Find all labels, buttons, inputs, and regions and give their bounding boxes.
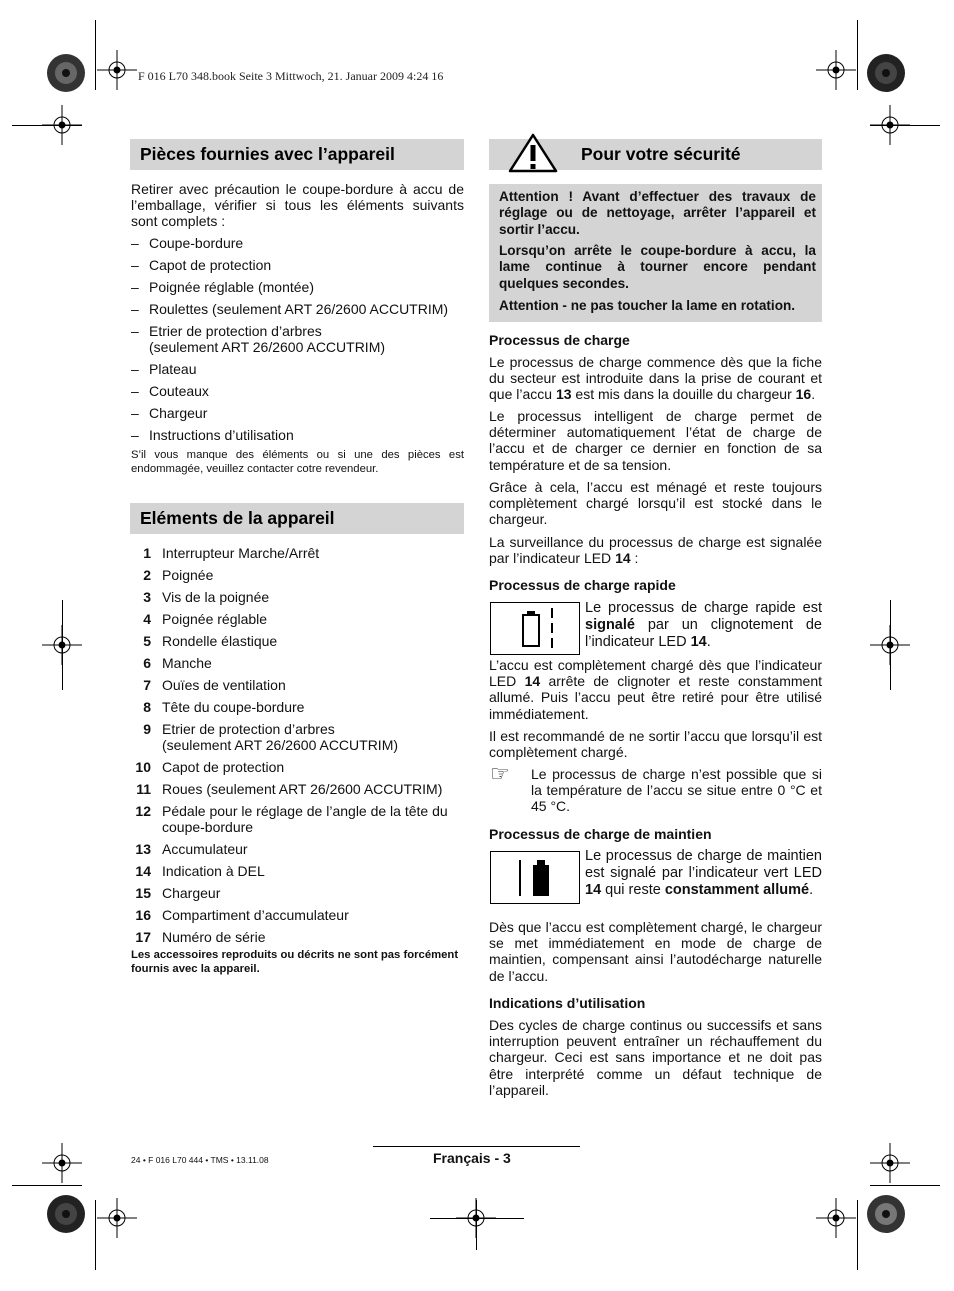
temperature-note: Le processus de charge n’est possible que si la température de l’accu se situe entre 0 °C et 45 °C.	[531, 766, 822, 815]
element-number: 12	[135, 803, 151, 819]
supplied-item: – Instructions d’utilisation	[131, 427, 466, 443]
element-number: 3	[143, 589, 151, 605]
element-number: 4	[143, 611, 151, 627]
rapid-paragraph-3: Il est recommandé de ne sortir l’accu que lorsqu’il est complètement chargé.	[489, 728, 822, 761]
element-number: 9	[143, 721, 151, 737]
usage-heading: Indications d’utilisation	[489, 995, 646, 1011]
element-label: Etrier de protection d’arbres (seulement ART 26/2600 ACCUTRIM)	[162, 721, 399, 753]
element-item	[131, 841, 466, 857]
supplied-item: – Capot de protection	[131, 257, 466, 273]
element-label: Indication à DEL	[162, 863, 265, 879]
section-safety-title-bar	[489, 139, 822, 170]
pointing-hand-icon: ☞	[490, 762, 510, 787]
charge-paragraph-4: La surveillance du processus de charge est signalée par l’indicateur LED 14 :	[489, 534, 822, 567]
warning-triangle-icon	[507, 132, 559, 174]
element-number: 8	[143, 699, 151, 715]
element-item	[131, 781, 466, 797]
supplied-items-list	[131, 235, 466, 449]
blinking-led-icon-box	[490, 602, 580, 655]
usage-paragraph: Des cycles de charge continus ou successifs et sans interruption peuvent entraîner un réchauffement du chargeur. Ceci est sans importance et ne doit pas être interprété comme un défaut technique de l’appareil.	[489, 1017, 822, 1098]
element-item	[131, 677, 466, 693]
maintenance-heading: Processus de charge de maintien	[489, 826, 712, 842]
print-header: F 016 L70 348.book Seite 3 Mittwoch, 21. Januar 2009 4:24 16	[138, 69, 444, 83]
element-label: Numéro de série	[162, 929, 266, 945]
element-item	[131, 721, 466, 753]
element-item	[131, 611, 466, 627]
supplied-item: – Roulettes (seulement ART 26/2600 ACCUTRIM)	[131, 301, 466, 317]
supplied-item: – Etrier de protection d’arbres (seulement ART 26/2600 ACCUTRIM)	[131, 323, 466, 355]
element-item	[131, 589, 466, 605]
element-label: Rondelle élastique	[162, 633, 278, 649]
section-supplied-title-bar	[130, 139, 464, 170]
element-number: 17	[135, 929, 151, 945]
element-label: Vis de la poignée	[162, 589, 270, 605]
element-number: 10	[135, 759, 151, 775]
battery-full-icon	[491, 852, 579, 903]
charge-paragraph-3: Grâce à cela, l’accu est ménagé et reste toujours complètement chargé lorsqu’il est stocké dans le chargeur.	[489, 479, 822, 528]
element-label: Ouïes de ventilation	[162, 677, 286, 693]
element-number: 5	[143, 633, 151, 649]
element-number: 13	[135, 841, 151, 857]
element-item	[131, 929, 466, 945]
rapid-paragraph-1: Le processus de charge rapide est signalé par un clignotement de l’indicateur LED 14.	[585, 600, 822, 650]
element-label: Capot de protection	[162, 759, 285, 775]
section-safety-title: Pour votre sécurité	[581, 144, 741, 164]
supplied-item: – Coupe-bordure	[131, 235, 466, 251]
element-number: 7	[143, 677, 151, 693]
section-elements-title-bar	[130, 503, 464, 534]
battery-blinking-icon	[491, 603, 579, 654]
rapid-paragraph-2: L’accu est complètement chargé dès que l’indicateur LED 14 arrête de clignoter et reste constamment allumé. Puis l’accu peut être retiré pour être utilisé immédiatement.	[489, 657, 822, 722]
element-item	[131, 863, 466, 879]
warning-3: Attention - ne pas toucher la lame en rotation.	[499, 298, 796, 313]
charge-paragraph-1: Le processus de charge commence dès que la fiche du secteur est introduite dans la prise de courant et que l’accu 13 est mis dans la douille du chargeur 16.	[489, 354, 822, 403]
element-number: 6	[143, 655, 151, 671]
element-number: 16	[135, 907, 151, 923]
footer-rule	[373, 1146, 580, 1147]
element-item	[131, 759, 466, 775]
element-label: Chargeur	[162, 885, 221, 901]
page-number: Français - 3	[433, 1150, 511, 1166]
element-label: Poignée réglable	[162, 611, 268, 627]
supplied-intro: Retirer avec précaution le coupe-bordure à accu de l’emballage, vérifier si tous les éléments suivants sont complets :	[131, 181, 464, 230]
element-item	[131, 633, 466, 649]
element-label: Poignée	[162, 567, 214, 583]
warning-1: Attention ! Avant d’effectuer des travaux de réglage ou de nettoyage, arrêter l’appareil et sortir l’accu.	[499, 189, 816, 237]
element-label: Manche	[162, 655, 212, 671]
section-supplied-title: Pièces fournies avec l’appareil	[140, 144, 395, 164]
maintenance-paragraph-2: Dès que l’accu est complètement chargé, le chargeur se met immédiatement en mode de charge de maintien, compensant ainsi l’autodécharge naturelle de l’accu.	[489, 919, 822, 984]
supplied-item: – Chargeur	[131, 405, 466, 421]
element-label: Compartiment d’accumulateur	[162, 907, 349, 923]
charge-paragraph-2: Le processus intelligent de charge permet de déterminer automatiquement l’état de charge de l’accu et de charger ce dernier en fonction de sa température et de sa tension.	[489, 408, 822, 473]
element-number: 1	[143, 545, 151, 561]
supplied-item: – Plateau	[131, 361, 466, 377]
heading-charge	[489, 332, 822, 348]
element-item	[131, 655, 466, 671]
elements-note: Les accessoires reproduits ou décrits ne sont pas forcément fournis avec la appareil.	[131, 949, 459, 975]
supplied-item: – Couteaux	[131, 383, 466, 399]
element-label: Tête du coupe-bordure	[162, 699, 305, 715]
element-item	[131, 803, 466, 835]
supplied-item: – Poignée réglable (montée)	[131, 279, 466, 295]
element-item	[131, 885, 466, 901]
footer-code: 24 • F 016 L70 444 • TMS • 13.11.08	[131, 1155, 269, 1165]
supplied-note: S’il vous manque des éléments ou si une des pièces est endommagée, veuillez contacter cotre revendeur.	[131, 449, 464, 475]
maintenance-paragraph-1: Le processus de charge de maintien est signalé par l’indicateur vert LED 14 qui reste constamment allumé.	[585, 848, 822, 898]
element-item	[131, 545, 466, 561]
element-label: Roues (seulement ART 26/2600 ACCUTRIM)	[162, 781, 443, 797]
rapid-heading: Processus de charge rapide	[489, 577, 676, 593]
charge-heading: Processus de charge	[489, 332, 630, 348]
element-number: 15	[135, 885, 151, 901]
element-label: Interrupteur Marche/Arrêt	[162, 545, 320, 561]
warning-2: Lorsqu’on arrête le coupe-bordure à accu, la lame continue à tourner encore pendant quelques secondes.	[499, 243, 816, 291]
element-number: 11	[136, 781, 151, 797]
element-item	[131, 699, 466, 715]
safety-warning-box	[489, 184, 822, 322]
section-elements-title: Eléments de la appareil	[140, 508, 335, 528]
element-item	[131, 567, 466, 583]
elements-list	[131, 545, 466, 951]
steady-led-icon-box	[490, 851, 580, 904]
element-number: 14	[135, 863, 151, 879]
element-number: 2	[143, 567, 151, 583]
element-label: Accumulateur	[162, 841, 248, 857]
element-item	[131, 907, 466, 923]
element-label: Pédale pour le réglage de l’angle de la tête du coupe-bordure	[162, 803, 448, 835]
